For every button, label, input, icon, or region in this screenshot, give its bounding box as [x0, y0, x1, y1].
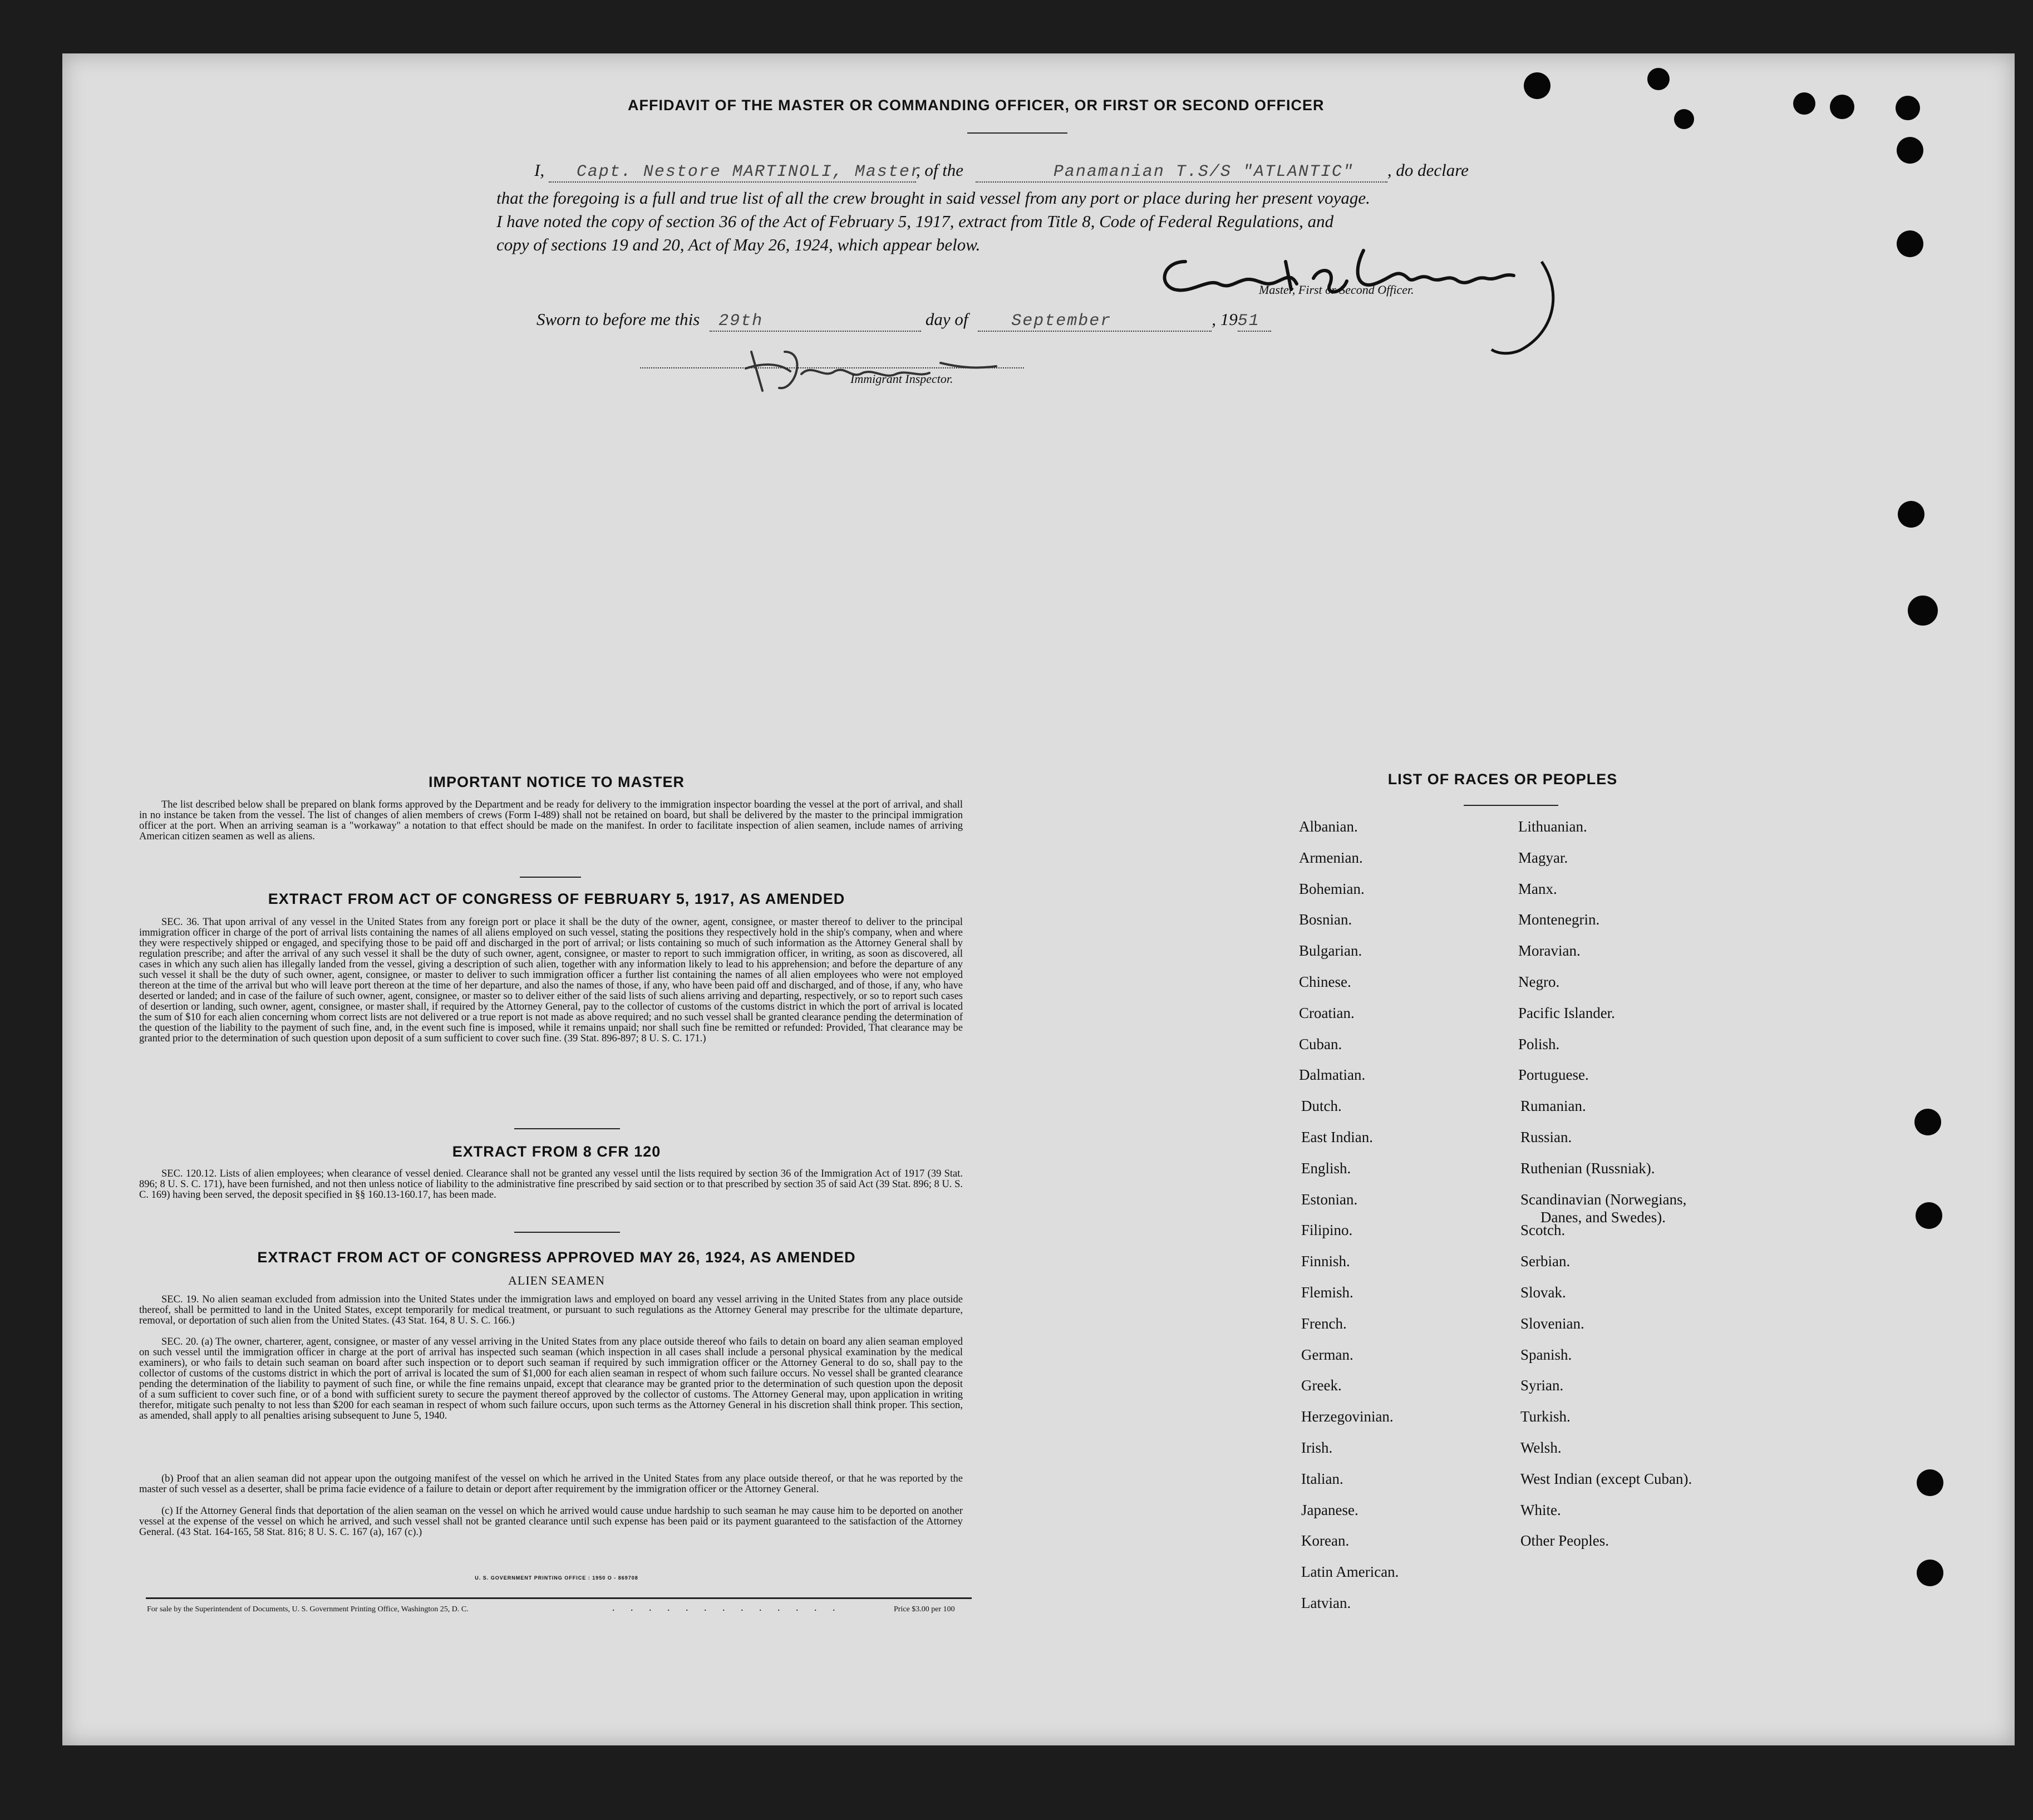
divider	[514, 1128, 620, 1129]
race-item: Bulgarian.	[1299, 942, 1362, 960]
sworn-line	[536, 309, 1271, 332]
race-item: Welsh.	[1520, 1439, 1562, 1456]
race-item: Montenegrin.	[1518, 911, 1600, 928]
cfr-text: SEC. 120.12. Lists of alien employees; when clearance of vessel denied. Clearance shall not be granted any vessel until the lists required by section 36 of the Immigration Act of 1917 (39 Stat. 896; 8 U. S. C. 171), have been furnished, and not then unless notice of liability to the administrative fine prescribed by said section or to that prescribed by section 35 of said Act (39 Stat. 896; 8 U. S. C. 169) having been served, the deposit specified in §§ 160.13-160.17, has been made.	[139, 1168, 963, 1201]
divider	[967, 132, 1067, 134]
race-item: East Indian.	[1301, 1129, 1373, 1145]
sworn-day-field	[710, 312, 921, 332]
race-item: Croatian.	[1299, 1004, 1355, 1021]
extract-1924-title: EXTRACT FROM ACT OF CONGRESS APPROVED MAY 26, 1924, AS AMENDED	[257, 1249, 856, 1266]
sworn-day: 29th	[718, 312, 764, 331]
alien-seamen-subtitle: ALIEN SEAMEN	[508, 1273, 605, 1287]
cfr-title: EXTRACT FROM 8 CFR 120	[452, 1143, 661, 1160]
i-label: I,	[534, 160, 545, 180]
punch-hole	[1898, 501, 1924, 528]
printing-office-mark: U. S. GOVERNMENT PRINTING OFFICE : 1950 O - 869708	[475, 1575, 638, 1581]
extract-1917-text: SEC. 36. That upon arrival of any vessel in the United States from any foreign port or place it shall be the duty of the owner, agent, consignee, or master thereof to deliver to the principal immigration officer in charge of the port of arrival lists containing the names of all aliens employed on such vessel, stating the positions they respectively hold in the ship's company, when and where they were respectively shipped or engaged, and specifying those to be paid off and discharged in the port of arrival; or lists containing so much of such information as the Attorney General shall by regulation prescribe; and after the arrival of any such vessel it shall be the duty of such owner, agent, consignee, or master to report to such immigration officer, in writing, as soon as discovered, all cases in which any such alien has illegally landed from the vessel, giving a description of such alien, together with any information likely to lead to his apprehension; and before the departure of any such vessel it shall be the duty of such owner, agent, consignee, or master to deliver to such immigration officer a further list containing the names of all alien employees who were not employed thereon at the time of the arrival but who will leave port thereon at the time of her departure, and also the names of those, if any, who have been paid off and discharged, and of those, if any, who have deserted or landed; and in case of the failure of such owner, agent, consignee, or master so to deliver either of the said lists of such aliens arriving and departing, respectively, or so to report such cases of desertion or landing, such owner, agent, consignee, or master shall, if required by the Attorney General, pay to the collector of customs of the customs district in which the port of arrival is located the sum of $10 for each alien concerning whom correct lists are not delivered or a true report is not made as above required; and no such vessel shall be granted clearance pending the determination of the question of the liability to the payment of such fine, and, in the event such fine is imposed, while it remains unpaid; nor shall such fine be remitted or refunded: Provided, That clearance may be granted prior to the determination of such question upon deposit of a sum sufficient to cover such fine. (39 Stat. 896-897; 8 U. S. C. 171.)	[139, 917, 963, 1044]
race-item: Finnish.	[1301, 1253, 1350, 1270]
race-item: Rumanian.	[1520, 1098, 1586, 1115]
footer-left: For sale by the Superintendent of Documents, U. S. Government Printing Office, Washington 25, D. C.	[147, 1605, 469, 1614]
race-item: Portuguese.	[1518, 1066, 1589, 1084]
race-item: Pacific Islander.	[1518, 1004, 1615, 1021]
race-item: Estonian.	[1301, 1191, 1358, 1208]
race-item: Albanian.	[1299, 818, 1358, 835]
punch-hole	[1917, 1469, 1943, 1496]
race-item: English.	[1301, 1159, 1351, 1177]
affidavit-line2: that the foregoing is a full and true list of all the crew brought in said vessel from any port or place during her present voyage.	[496, 188, 1370, 208]
declare-label: , do declare	[1387, 160, 1469, 180]
race-item: Lithuanian.	[1518, 818, 1587, 835]
year-field	[1238, 312, 1271, 332]
affidavit-line3: I have noted the copy of section 36 of the Act of February 5, 1917, extract from Title 8, Code of Federal Regulations, and	[496, 211, 1334, 231]
race-item: Irish.	[1301, 1439, 1333, 1456]
race-item: Other Peoples.	[1520, 1532, 1609, 1550]
race-item: Scotch.	[1520, 1222, 1566, 1239]
race-item: Dalmatian.	[1299, 1066, 1366, 1084]
divider	[514, 1232, 620, 1233]
race-item: Filipino.	[1301, 1222, 1353, 1239]
of-the-label: , of the	[915, 160, 964, 180]
race-item: Manx.	[1518, 880, 1557, 897]
affidavit-title: AFFIDAVIT OF THE MASTER OR COMMANDING OFFICER, OR FIRST OR SECOND OFFICER	[628, 97, 1325, 114]
sec19-text: SEC. 19. No alien seaman excluded from admission into the United States under the immigration laws and employed on board any vessel arriving in the United States from any place outside thereof, shall be permitted to land in the United States, except temporarily for medical treatment, or pursuant to such regulations as the Attorney General may prescribe for the ultimate departure, removal, or deportation of such alien from the United States. (43 Stat. 164, 8 U. S. C. 166.)	[139, 1294, 963, 1326]
race-item: Negro.	[1518, 973, 1560, 990]
punch-hole	[1793, 92, 1815, 115]
day-of-label: day of	[925, 309, 968, 329]
race-item: Dutch.	[1301, 1098, 1342, 1115]
race-item: Chinese.	[1299, 973, 1351, 990]
races-title: LIST OF RACES OR PEOPLES	[1387, 771, 1618, 788]
punch-hole	[1830, 95, 1854, 119]
master-caption: Master, First or Second Officer.	[1259, 283, 1414, 297]
affidavit-line4: copy of sections 19 and 20, Act of May 26, 1924, which appear below.	[496, 235, 981, 254]
punch-hole	[1916, 1202, 1942, 1229]
punch-hole	[1647, 68, 1670, 90]
punch-hole	[1524, 72, 1550, 99]
race-item: Herzegovinian.	[1301, 1408, 1394, 1425]
race-item: Syrian.	[1520, 1377, 1564, 1394]
inspector-signature	[740, 341, 1052, 402]
extract-1917-title: EXTRACT FROM ACT OF CONGRESS OF FEBRUARY 5, 1917, AS AMENDED	[268, 891, 845, 907]
master-name-field	[549, 163, 922, 183]
master-name: Capt. Nestore MARTINOLI, Master	[576, 163, 922, 181]
sec20a-text: SEC. 20. (a) The owner, charterer, agent, consignee, or master of any vessel arriving in the United States from any place outside thereof who fails to detain on board any alien seaman employed on such vessel until the immigration officer in charge at the port of arrival has inspected such seaman (which inspection in all cases shall include a personal physical examination by the medical examiners), or who fails to detain such seaman on board after such inspection or to deport such seaman if required by such immigration officer or the Attorney General to do so, shall pay to the collector of customs of the customs district in which the port of arrival is located the sum of $1,000 for each alien seaman in respect of whom such failure occurs. No vessel shall be granted clearance pending the determination of the liability to payment of such fine, or while the fine remains unpaid, except that clearance may be granted prior to the determination of such question upon the deposit of a sum sufficient to cover such fine, or of a bond with sufficient surety to secure the payment thereof approved by the collector of customs. The Attorney General may, upon application in writing therefor, mitigate such penalty to not less than $200 for each seaman in respect of whom such failure occurs, upon such terms as the Attorney General in his discretion shall think proper. This section, as amended, shall apply to all penalties arising subsequent to June 5, 1940.	[139, 1336, 963, 1421]
vessel-name-field	[976, 163, 1387, 183]
footer-dots: . . . . . . . . . . . . .	[612, 1602, 842, 1613]
punch-hole	[1908, 596, 1938, 626]
race-item: Russian.	[1520, 1129, 1572, 1145]
punch-hole	[1897, 230, 1923, 257]
notice-title: IMPORTANT NOTICE TO MASTER	[429, 774, 685, 790]
inspector-signature-line	[640, 367, 1024, 368]
affidavit-line1	[534, 160, 1469, 183]
sec20c-text: (c) If the Attorney General finds that deportation of the alien seaman on the vessel on which he arrived would cause undue hardship to such seaman he may cause him to be deported on another vessel at the expense of the vessel on which he arrived, and such vessel shall not be granted clearance until such expense has been paid or its payment guaranteed to the satisfaction of the Attorney General. (43 Stat. 164-165, 58 Stat. 816; 8 U. S. C. 167 (a), 167 (c).)	[139, 1506, 963, 1538]
race-item: Bohemian.	[1299, 880, 1365, 897]
race-item: Japanese.	[1301, 1501, 1358, 1518]
race-item: Turkish.	[1520, 1408, 1571, 1425]
sworn-month: September	[1011, 312, 1112, 331]
race-item: White.	[1520, 1501, 1561, 1518]
race-item: Scandinavian (Norwegians,	[1520, 1191, 1687, 1208]
race-item: Ruthenian (Russniak).	[1520, 1159, 1655, 1177]
race-item: Flemish.	[1301, 1284, 1353, 1301]
race-item: Polish.	[1518, 1035, 1560, 1052]
race-item: West Indian (except Cuban).	[1520, 1470, 1692, 1487]
race-item: Slovak.	[1520, 1284, 1566, 1301]
punch-hole	[1917, 1560, 1943, 1586]
race-item: Armenian.	[1299, 849, 1363, 866]
race-item: Bosnian.	[1299, 911, 1352, 928]
footer-price: Price $3.00 per 100	[894, 1605, 955, 1614]
race-item: Greek.	[1301, 1377, 1342, 1394]
footer-rule	[146, 1597, 972, 1599]
vessel-name: Panamanian T.S/S "ATLANTIC"	[1053, 163, 1354, 181]
punch-hole	[1896, 96, 1920, 120]
divider	[520, 877, 581, 878]
year-prefix: , 19	[1212, 309, 1238, 329]
race-item: Slovenian.	[1520, 1315, 1584, 1332]
sworn-month-field	[978, 312, 1212, 332]
inspector-caption: Immigrant Inspector.	[850, 372, 953, 386]
punch-hole	[1674, 109, 1694, 129]
sworn-label: Sworn to before me this	[536, 309, 700, 329]
race-item: Italian.	[1301, 1470, 1343, 1487]
sec20b-text: (b) Proof that an alien seaman did not appear upon the outgoing manifest of the vessel on which he arrived in the United States from any place outside thereof, or that he was reported by the master of such vessel as a deserter, shall be prima facie evidence of a failure to detain or deport after requirement by the immigration officer or the Attorney General.	[139, 1473, 963, 1495]
notice-text: The list described below shall be prepared on blank forms approved by the Department and be ready for delivery to the immigration inspector boarding the vessel at the port of arrival, and shall in no instance be taken from the vessel. The list of changes of alien members of crews (Form I-489) shall not be retained on board, but shall be delivered by the master to the principal immigration officer at the port. When an arriving seaman is a "workaway" a notation to that effect should be made on the manifest. In order to facilitate inspection of alien seamen, include names of arriving American citizen seamen as well as aliens.	[139, 799, 963, 842]
race-item: Cuban.	[1299, 1035, 1342, 1052]
race-item: Korean.	[1301, 1532, 1350, 1550]
race-item: Latin American.	[1301, 1563, 1399, 1581]
race-item: Magyar.	[1518, 849, 1568, 866]
race-item: Serbian.	[1520, 1253, 1571, 1270]
race-item: French.	[1301, 1315, 1347, 1332]
divider	[1464, 805, 1558, 806]
race-item: Danes, and Swedes).	[1540, 1208, 1666, 1226]
sworn-year: 51	[1237, 312, 1260, 331]
race-item: Latvian.	[1301, 1595, 1351, 1611]
race-item: German.	[1301, 1346, 1353, 1363]
punch-hole	[1914, 1109, 1941, 1135]
race-item: Spanish.	[1520, 1346, 1572, 1363]
punch-hole	[1897, 137, 1923, 164]
race-item: Moravian.	[1518, 942, 1581, 960]
